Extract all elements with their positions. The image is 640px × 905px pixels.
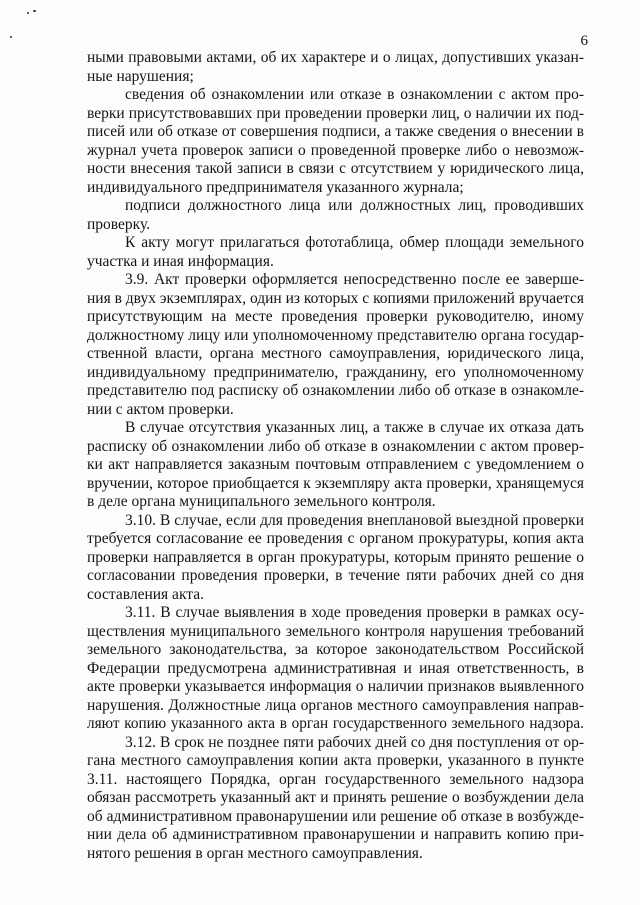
text-line: ными правовыми актами, об их характере и о лицах, допустивших указан- [87,49,584,66]
text-line: нарушения. Должностные лица органов местного самоуправления направ- [87,696,584,714]
scan-speck [27,12,29,14]
text-line: нии с актом проверки. [87,400,234,418]
text-line: ки акт направляется заказным почтовым отправлением с уведомлением о [87,456,584,473]
text-line: гана местного самоуправления копии акта проверки, указанного в пункте [87,752,584,769]
text-line: 3.11. В случае выявления в ходе проведения проверки в рамках осу- [125,604,584,621]
text-line: 3.12. В срок не позднее пяти рабочих дней со дня поступления от ор- [125,733,584,751]
text-line: составления акта. [87,585,204,603]
text-line: проверки направляется в орган прокуратуры, которым принято решение о [87,548,584,566]
text-line: 3.11. настоящего Порядка, орган государственного земельного надзора [87,770,584,788]
text-line: ные нарушения; [87,67,194,85]
text-line: согласовании проведения проверки, в течение пяти рабочих дней со дня [87,567,584,584]
scan-speck [33,10,36,12]
text-line: писей или об отказе от совершения подписи, а также сведения о внесении в [87,123,584,140]
text-line: расписку об ознакомлении либо об отказе в ознакомлении с актом провер- [87,437,584,455]
text-line: земельного законодательства, за которое законодательством Российской [87,641,584,658]
text-line: Федерации предусмотрена административная и иная ответственность, в [87,659,584,677]
text-line: представителю под расписку об ознакомлении либо об отказе в ознакомле- [87,382,584,399]
text-line: сведения об ознакомлении или отказе в ознакомлении с актом про- [125,86,584,103]
text-line: требуется согласование ее проведения с органом прокуратуры, копия акта [87,530,584,547]
text-line: нятого решения в орган местного самоуправления. [87,844,423,862]
text-line: ществления муниципального земельного контроля нарушения требований [87,622,584,640]
text-line: 3.10. В случае, если для проведения внеплановой выездной проверки [125,511,584,529]
text-line: 3.9. Акт проверки оформляется непосредственно после ее заверше- [125,271,584,288]
scan-speck [10,36,12,38]
text-line: индивидуального предпринимателя указанного журнала; [87,178,464,196]
text-line: ственной власти, органа местного самоуправления, юридического лица, [87,345,584,362]
text-line: подписи должностного лица или должностных лиц, проводивших [125,197,584,214]
text-line: присутствующим на месте проведения проверки руководителю, иному [87,308,584,325]
text-line: обязан рассмотреть указанный акт и принять решение о возбуждении дела [87,789,584,806]
text-line: индивидуальному предпринимателю, гражданину, его уполномоченному [87,363,584,381]
text-line: об административном правонарушении или решение об отказе в возбужде- [87,807,584,825]
text-line: верки присутствовавших при проведении проверки лиц, о наличии их под- [87,104,584,122]
text-line: К акту могут прилагаться фототаблица, обмер площади земельного [125,234,584,251]
text-line: В случае отсутствия указанных лиц, а также в случае их отказа дать [125,419,584,436]
text-line: журнал учета проверок записи о проведенной проверке либо о невозмож- [87,141,584,159]
text-line: вручении, которое приобщается к экземпляру акта проверки, хранящемуся [87,474,584,492]
text-line: ния в двух экземплярах, один из которых с копиями приложений вручается [87,289,584,307]
text-line: ляют копию указанного акта в орган государственного земельного надзора. [87,715,584,732]
page-number: 6 [580,33,588,49]
body-text [87,49,584,863]
text-line: нии дела об административном правонарушении и направить копию при- [87,826,584,843]
text-line: должностному лицу или уполномоченному представителю органа государ- [87,326,584,344]
text-line: в деле органа муниципального земельного контроля. [87,493,436,510]
text-line: проверку. [87,215,151,233]
text-line: участка и иная информация. [87,252,274,270]
text-line: ности внесения такой записи в связи с отсутствием у юридического лица, [87,160,584,177]
text-line: акте проверки указывается информация о наличии признаков выявленного [87,678,584,695]
